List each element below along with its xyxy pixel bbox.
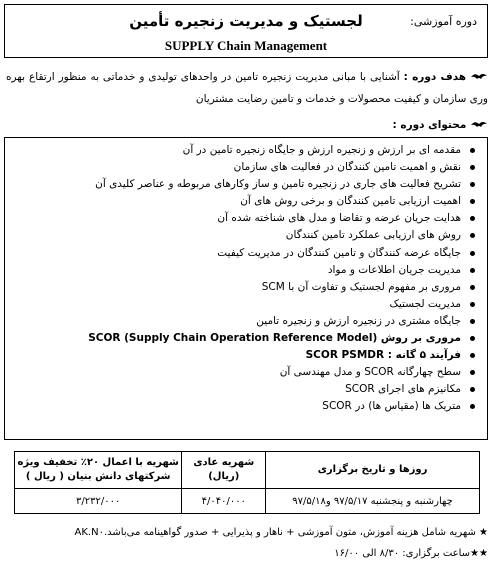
header-dates: روزها و تاریخ برگزاری [266, 452, 480, 489]
bullet-dot-icon [470, 199, 475, 204]
topic-item [5, 262, 475, 279]
fee-table-header-row [15, 452, 480, 489]
content-heading-row [393, 119, 488, 131]
topic-item [5, 210, 475, 227]
topic-text: متریک ها (مقیاس ها) در SCOR [322, 400, 461, 413]
content-box [4, 137, 488, 440]
fee-table [14, 451, 480, 514]
topic-item [5, 330, 475, 347]
course-title-box [4, 4, 488, 58]
topic-text: فرآیند ۵ گانه : SCOR PSMDR [305, 349, 461, 362]
bullet-dot-icon [470, 285, 475, 290]
topic-item [5, 398, 475, 415]
topic-text: جایگاه عرضه کنندگان و تامین کنندگان در مدیریت کیفیت [217, 246, 461, 259]
topic-text: جایگاه مشتری در زنجیره ارزش و زنجیره تامین [256, 314, 461, 327]
bullet-dot-icon [470, 251, 475, 256]
topic-text: مکانیزم های اجرای SCOR [345, 383, 461, 396]
topic-item [5, 245, 475, 262]
topic-item [5, 364, 475, 381]
bird-bullet-icon [470, 71, 488, 83]
topic-item [5, 296, 475, 313]
topic-item [5, 279, 475, 296]
topic-text: تشریح فعالیت های جاری در زنجیره تامین و ساز وکارهای مربوطه و عناصر کلیدی آن [95, 178, 461, 191]
bullet-dot-icon [470, 233, 475, 238]
header-discount-fee: شهریه با اعمال ۲۰٪ تخفیف ویژه شرکتهای دانش بنیان ( ریال ) [15, 452, 182, 489]
topic-item [5, 142, 475, 159]
topic-text: مروری بر مفهوم لجستیک و تفاوت آن با SCM [261, 280, 461, 293]
topic-text: مقدمه ای بر ارزش و زنجیره ارزش و جایگاه زنجیره تامین در آن [182, 144, 461, 156]
topic-item [5, 381, 475, 398]
bullet-dot-icon [470, 404, 475, 409]
course-label: دوره آموزشی: [410, 15, 477, 28]
topic-item [5, 176, 475, 193]
bullet-dot-icon [470, 319, 475, 324]
topic-text: هدایت جریان عرضه و تقاضا و مدل های شناخته شده آن [217, 212, 461, 225]
topic-list [5, 138, 487, 416]
table-row [15, 489, 480, 514]
bullet-dot-icon [470, 302, 475, 307]
cell-regular-fee: ۴/۰۴۰/۰۰۰ [182, 489, 266, 514]
bullet-dot-icon [470, 336, 475, 341]
topic-item [5, 313, 475, 330]
topic-text: اهمیت ارزیابی تامین کنندگان و برخی روش های آن [240, 195, 461, 208]
topic-text: مروری بر روش SCOR (Supply Chain Operation Reference Model) [88, 332, 461, 345]
content-heading: محتوای دوره : [392, 119, 467, 131]
bullet-dot-icon [470, 268, 475, 273]
bullet-dot-icon [470, 216, 475, 221]
bird-bullet-icon [470, 119, 488, 131]
goal-text: آشنایی با مبانی مدیریت زنجیره تامین در واحدهای تولیدی و خدماتی به منظور ارتقاع بهره وری سازمان و کیفیت محصولات و خدمات و تامین رضایت مشتریان [6, 71, 488, 105]
cell-dates: چهارشنبه و پنجشنبه ۹۷/۵/۱۷ و۹۷/۵/۱۸ [266, 489, 480, 514]
topic-text: مدیریت جریان اطلاعات و مواد [327, 263, 461, 276]
bullet-dot-icon [470, 165, 475, 170]
bullet-dot-icon [470, 370, 475, 375]
topic-item [5, 227, 475, 244]
topic-item [5, 159, 475, 176]
topic-item [5, 347, 475, 364]
course-goal [6, 66, 488, 110]
topic-text: سطح چهارگانه SCOR و مدل مهندسی آن [279, 366, 461, 379]
bullet-dot-icon [470, 353, 475, 358]
fee-note: ★ شهریه شامل هزینه آموزش، متون آموزشی + ناهار و پذیرایی + صدور گواهینامه می‌باشد.AK.N۰ [74, 527, 488, 538]
course-title-english: SUPPLY Chain Management [164, 38, 328, 53]
course-title: لجستیک و مدیریت زنجیره تأمین [129, 12, 363, 30]
schedule-note: ★★ساعت برگزاری: ۸/۳۰ الی ۱۶/۰۰ [334, 548, 488, 559]
topic-text: مدیریت لجستیک [389, 297, 461, 310]
topic-text: روش های ارزیابی عملکرد تامین کنندگان [285, 229, 461, 242]
bullet-dot-icon [470, 182, 475, 187]
cell-discount-fee: ۳/۲۳۲/۰۰۰ [15, 489, 182, 514]
topic-text: نقش و اهمیت تامین کنندگان در فعالیت های سازمان [233, 161, 461, 174]
bullet-dot-icon [470, 148, 475, 153]
topic-item [5, 193, 475, 210]
header-regular-fee: شهریه عادی (ریال) [182, 452, 266, 489]
bullet-dot-icon [470, 387, 475, 392]
goal-heading: هدف دوره : [403, 71, 467, 83]
